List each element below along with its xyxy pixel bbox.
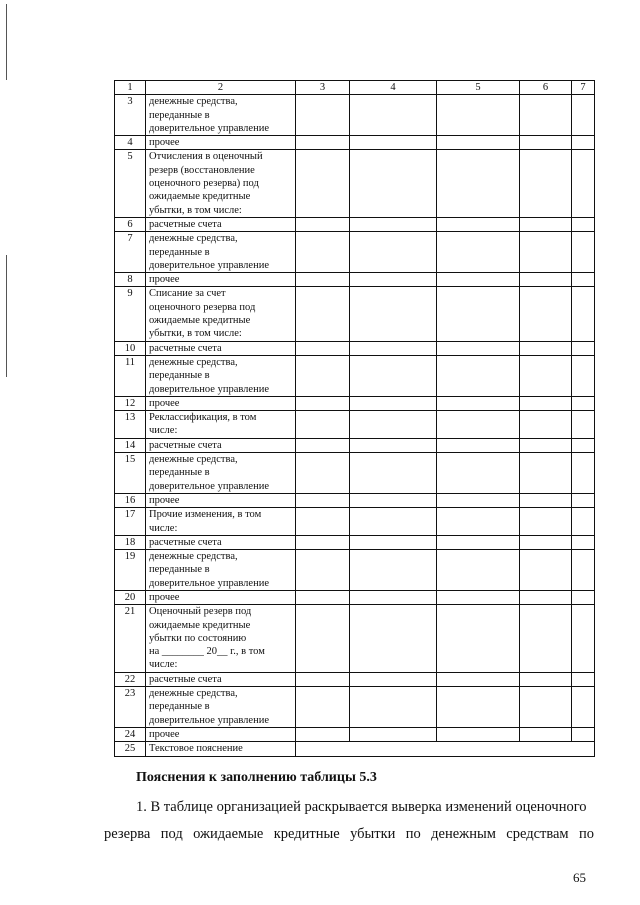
table-row [115,287,595,341]
empty-value-cell [350,550,437,591]
table-row [115,742,595,756]
table-row [115,535,595,549]
empty-value-cell [350,605,437,672]
empty-value-cell [572,217,595,231]
empty-value-cell [520,438,572,452]
row-number: 23 [115,687,146,728]
empty-value-cell [437,355,520,396]
table-row [115,727,595,741]
empty-value-cell [572,95,595,136]
empty-value-cell [437,590,520,604]
empty-value-cell [520,590,572,604]
table-row [115,217,595,231]
empty-value-cell [437,453,520,494]
empty-value-cell [572,535,595,549]
row-number: 11 [115,355,146,396]
column-header: 7 [572,81,595,95]
empty-value-cell [437,605,520,672]
row-label: денежные средства, переданные в доверительное управление [146,355,296,396]
empty-value-cell [350,217,437,231]
empty-value-cell [572,287,595,341]
empty-value-cell [437,95,520,136]
empty-value-cell [437,672,520,686]
column-header: 4 [350,81,437,95]
row-number: 3 [115,95,146,136]
table-header-row [115,81,595,95]
row-number: 9 [115,287,146,341]
row-label: денежные средства, переданные в доверительное управление [146,95,296,136]
empty-value-cell [437,687,520,728]
empty-value-cell [296,273,350,287]
empty-value-cell [350,150,437,217]
table-row [115,341,595,355]
table-row [115,95,595,136]
empty-value-cell [572,438,595,452]
row-number: 18 [115,535,146,549]
empty-value-cell [296,232,350,273]
empty-value-cell [350,273,437,287]
empty-value-cell [572,672,595,686]
table-row [115,605,595,672]
row-label: денежные средства, переданные в доверительное управление [146,232,296,273]
column-header: 5 [437,81,520,95]
row-number: 16 [115,493,146,507]
row-label: Текстовое пояснение [146,742,296,756]
empty-value-cell [572,727,595,741]
empty-value-cell [296,355,350,396]
empty-value-cell [437,273,520,287]
empty-value-cell [572,232,595,273]
scan-margin-mark-bottom [6,255,7,377]
row-label: денежные средства, переданные в доверительное управление [146,453,296,494]
table-row [115,508,595,536]
empty-value-cell [296,453,350,494]
empty-value-cell [296,493,350,507]
empty-value-cell [350,453,437,494]
table-row [115,438,595,452]
row-number: 12 [115,396,146,410]
empty-value-cell [437,217,520,231]
empty-value-cell [572,493,595,507]
empty-value-cell [437,150,520,217]
row-label: Реклассификация, в том числе: [146,411,296,439]
row-label: расчетные счета [146,672,296,686]
row-label: расчетные счета [146,535,296,549]
empty-value-cell [296,136,350,150]
empty-value-cell [572,590,595,604]
empty-value-cell [437,411,520,439]
empty-value-cell [520,95,572,136]
empty-value-cell [572,687,595,728]
row-label: Оценочный резерв под ожидаемые кредитные убытки по состоянию на ________ 20__ г., в том числе: [146,605,296,672]
empty-value-cell [437,396,520,410]
empty-value-cell [296,95,350,136]
empty-value-cell [350,287,437,341]
empty-value-cell [572,396,595,410]
row-label: расчетные счета [146,341,296,355]
row-number: 4 [115,136,146,150]
empty-value-cell [296,550,350,591]
row-number: 13 [115,411,146,439]
row-number: 5 [115,150,146,217]
empty-value-cell [520,136,572,150]
table-row [115,396,595,410]
row-number: 19 [115,550,146,591]
row-label: прочее [146,396,296,410]
empty-value-cell [520,672,572,686]
empty-value-cell [350,341,437,355]
empty-value-cell [296,508,350,536]
empty-value-cell [520,217,572,231]
empty-value-cell [520,287,572,341]
empty-value-cell [520,727,572,741]
row-number: 10 [115,341,146,355]
empty-value-cell [350,590,437,604]
empty-value-cell [350,438,437,452]
row-number: 25 [115,742,146,756]
table-row [115,355,595,396]
row-label: расчетные счета [146,438,296,452]
row-number: 20 [115,590,146,604]
empty-value-cell [520,508,572,536]
empty-value-cell [296,535,350,549]
row-label: Прочие изменения, в том числе: [146,508,296,536]
row-number: 8 [115,273,146,287]
explanations-heading: Пояснения к заполнению таблицы 5.3 [136,770,377,785]
empty-value-cell [520,605,572,672]
row-number: 22 [115,672,146,686]
row-number: 21 [115,605,146,672]
empty-value-cell [437,287,520,341]
empty-value-cell [296,672,350,686]
empty-value-cell [296,438,350,452]
table-row [115,136,595,150]
empty-value-cell [350,95,437,136]
table-row [115,687,595,728]
page-number: 65 [573,870,586,885]
reserve-reconciliation-table [114,80,595,757]
column-header: 3 [296,81,350,95]
empty-value-cell [572,453,595,494]
row-label: денежные средства, переданные в доверительное управление [146,550,296,591]
row-label: прочее [146,136,296,150]
empty-value-cell [520,453,572,494]
empty-value-cell [296,396,350,410]
explanation-paragraph-line-2: резерва под ожидаемые кредитные убытки по денежным средствам по [104,826,594,842]
empty-value-cell [572,150,595,217]
column-header: 1 [115,81,146,95]
empty-value-cell [296,150,350,217]
empty-value-cell [520,550,572,591]
table-row [115,550,595,591]
empty-value-cell [350,508,437,536]
empty-value-cell [437,438,520,452]
empty-value-cell [350,535,437,549]
row-label: расчетные счета [146,217,296,231]
empty-value-cell [350,411,437,439]
empty-value-cell [296,341,350,355]
empty-value-cell [520,232,572,273]
row-label: Списание за счет оценочного резерва под ожидаемые кредитные убытки, в том числе: [146,287,296,341]
empty-value-cell [296,727,350,741]
row-label: прочее [146,273,296,287]
scan-margin-mark-top [6,4,7,80]
empty-value-cell [350,232,437,273]
empty-value-cell [520,150,572,217]
empty-value-cell [520,687,572,728]
empty-value-cell [572,508,595,536]
empty-value-cell [437,508,520,536]
row-number: 7 [115,232,146,273]
empty-value-cell [437,232,520,273]
table-row [115,590,595,604]
empty-value-cell [572,273,595,287]
row-number: 15 [115,453,146,494]
empty-value-cell [296,687,350,728]
table-row [115,453,595,494]
empty-value-cell [296,217,350,231]
row-label: прочее [146,727,296,741]
row-label: прочее [146,590,296,604]
explanation-paragraph-line-1: 1. В таблице организацией раскрывается выверка изменений оценочного [136,799,587,815]
empty-value-cell [296,590,350,604]
row-label: прочее [146,493,296,507]
empty-value-cell [296,605,350,672]
empty-value-cell [350,396,437,410]
empty-value-cell [296,287,350,341]
empty-value-cell [437,341,520,355]
empty-value-cell [350,727,437,741]
empty-value-cell [296,411,350,439]
empty-value-cell [572,355,595,396]
table-row [115,411,595,439]
empty-value-cell [437,727,520,741]
empty-value-cell [350,672,437,686]
table-row [115,672,595,686]
table-row [115,493,595,507]
empty-value-cell [350,136,437,150]
empty-value-cell [572,605,595,672]
empty-value-cell [572,411,595,439]
row-label: денежные средства, переданные в доверительное управление [146,687,296,728]
text-explanation-cell [296,742,595,756]
empty-value-cell [520,396,572,410]
column-header: 2 [146,81,296,95]
empty-value-cell [350,687,437,728]
empty-value-cell [572,136,595,150]
row-number: 24 [115,727,146,741]
row-label: Отчисления в оценочный резерв (восстановление оценочного резерва) под ожидаемые кредитные убытки, в том числе: [146,150,296,217]
row-number: 6 [115,217,146,231]
row-number: 14 [115,438,146,452]
empty-value-cell [350,355,437,396]
empty-value-cell [572,550,595,591]
empty-value-cell [520,535,572,549]
row-number: 17 [115,508,146,536]
empty-value-cell [437,550,520,591]
empty-value-cell [520,355,572,396]
table-row [115,232,595,273]
empty-value-cell [520,411,572,439]
empty-value-cell [350,493,437,507]
empty-value-cell [520,493,572,507]
empty-value-cell [520,273,572,287]
empty-value-cell [437,535,520,549]
table-row [115,273,595,287]
empty-value-cell [572,341,595,355]
empty-value-cell [437,493,520,507]
column-header: 6 [520,81,572,95]
table-row [115,150,595,217]
empty-value-cell [520,341,572,355]
empty-value-cell [437,136,520,150]
